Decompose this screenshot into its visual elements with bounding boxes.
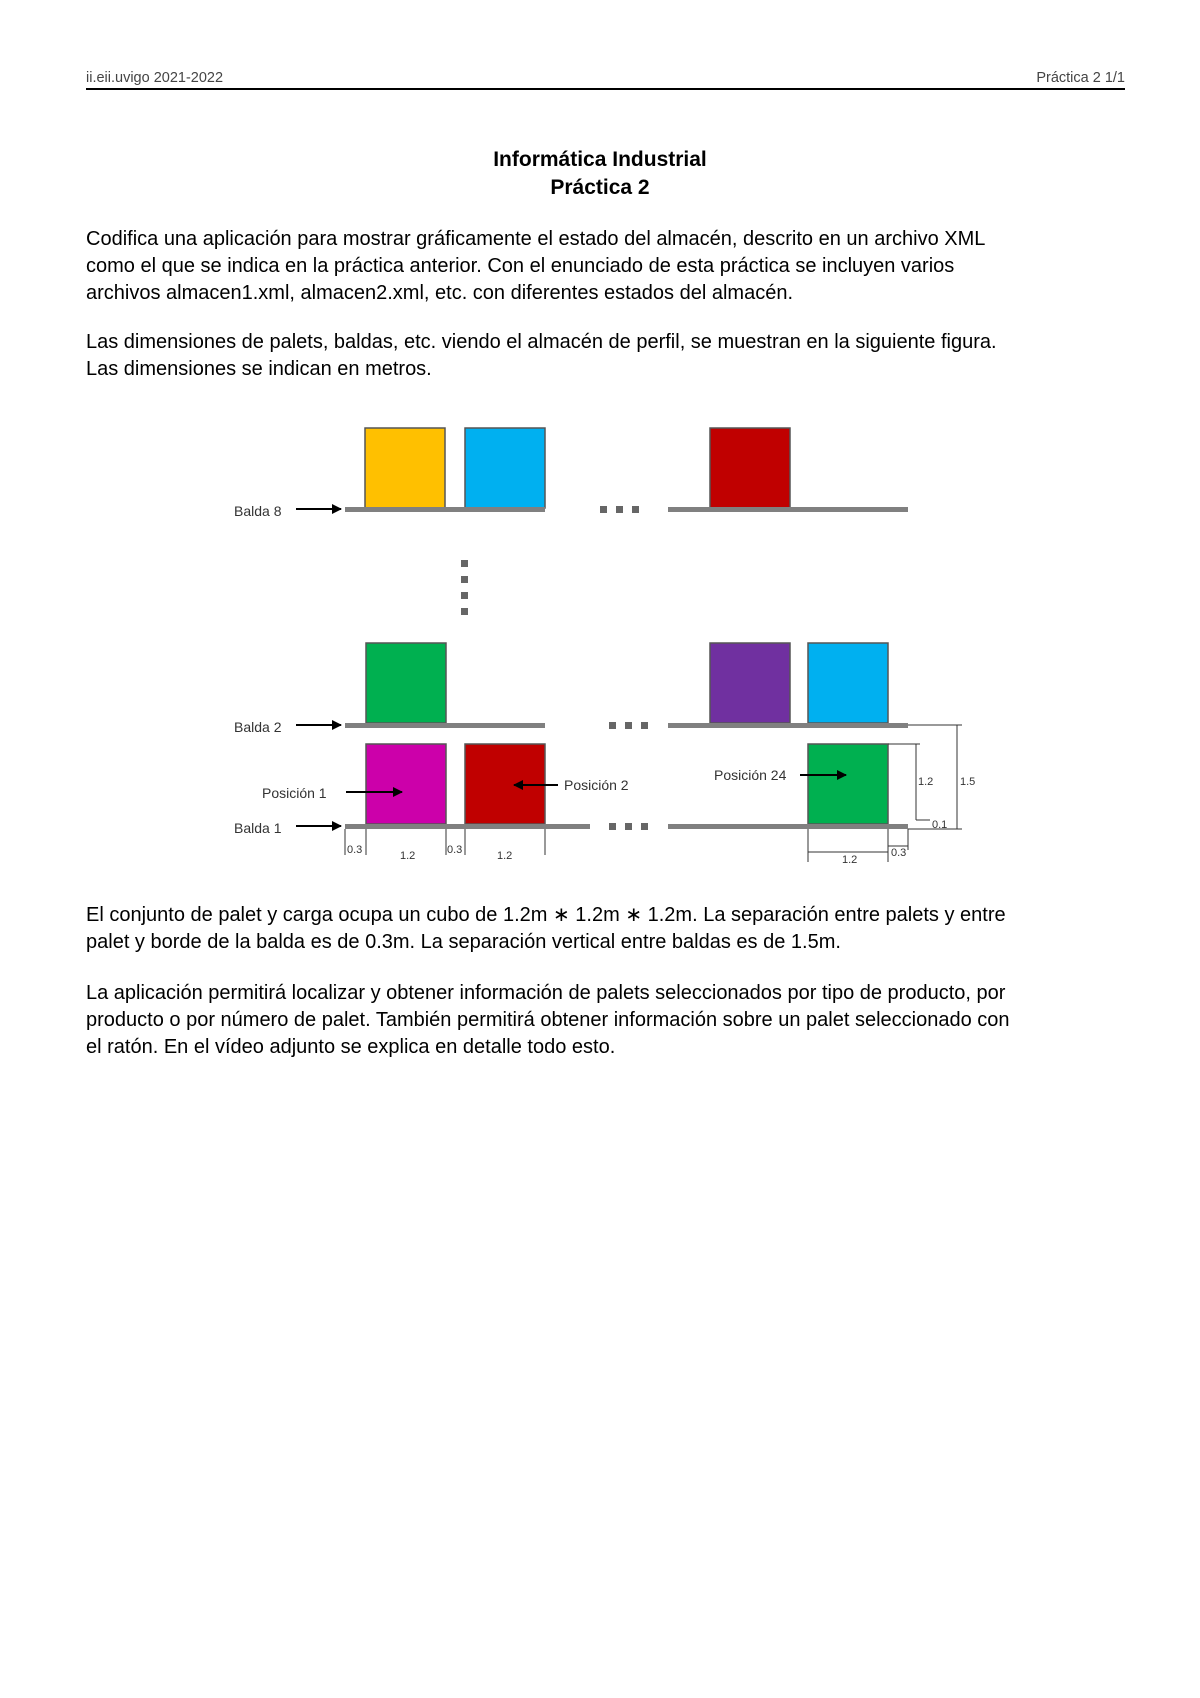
paragraph-application — [86, 980, 1131, 1061]
header-right-text: Práctica 2 1/1 — [1036, 70, 1125, 86]
paragraph-line: archivos almacen1.xml, almacen2.xml, etc. con diferentes estados del almacén. — [86, 282, 794, 304]
pallet-green-bottom — [808, 744, 888, 824]
pallet-cyan-mid — [808, 643, 888, 723]
paragraph-cube — [86, 902, 1131, 956]
label-balda2: Balda 2 — [234, 719, 282, 735]
shelf-balda8-left — [345, 507, 545, 512]
paragraph-line: palet y borde de la balda es de 0.3m. La separación vertical entre baldas es de 1.5m. — [86, 931, 841, 953]
shelf-balda8-right — [668, 507, 908, 512]
pallet-cyan-top — [465, 428, 545, 508]
ellipsis-dots-balda8 — [600, 506, 639, 513]
header-left-text: ii.eii.uvigo 2021-2022 — [86, 70, 224, 86]
paragraph-line: La aplicación permitirá localizar y obtener información de palets seleccionados por tipo de producto, por — [86, 982, 1006, 1004]
paragraph-line: el ratón. En el vídeo adjunto se explica en detalle todo esto. — [86, 1036, 616, 1058]
paragraph-line: como el que se indica en la práctica anterior. Con el enunciado de esta práctica se incluyen varios — [86, 255, 955, 277]
shelf-balda1-right — [668, 824, 908, 829]
paragraph-line: El conjunto de palet y carga ocupa un cubo de 1.2m ∗ 1.2m ∗ 1.2m. La separación entre palets y entre — [86, 904, 1006, 926]
label-balda1: Balda 1 — [234, 820, 282, 836]
label-posicion1: Posición 1 — [262, 785, 327, 801]
pallet-yellow-top — [365, 428, 445, 508]
pallet-magenta-bottom — [366, 744, 446, 824]
paragraph-line: Las dimensiones se indican en metros. — [86, 358, 432, 380]
document-title: Informática Industrial — [493, 148, 707, 171]
dim-pallet2-width: 1.2 — [497, 850, 513, 862]
dim-pallet1-width: 1.2 — [400, 850, 416, 862]
pallet-green-mid — [366, 643, 446, 723]
dim-gap-right: 0.3 — [891, 847, 907, 859]
pallet-purple-mid — [710, 643, 790, 723]
label-posicion2: Posición 2 — [564, 777, 629, 793]
dim-gap-mid: 0.3 — [447, 844, 463, 856]
shelf-balda2-right — [668, 723, 908, 728]
pallet-red-top — [710, 428, 790, 508]
shelf-balda1-left — [345, 824, 590, 829]
dim-pallet-height: 1.2 — [918, 776, 934, 788]
label-posicion24: Posición 24 — [714, 767, 787, 783]
ellipsis-dots-balda2 — [609, 722, 648, 729]
label-balda8: Balda 8 — [234, 503, 282, 519]
vertical-ellipsis-dots — [461, 560, 468, 615]
paragraph-line: Las dimensiones de palets, baldas, etc. viendo el almacén de perfil, se muestran en la siguiente figura. — [86, 331, 997, 353]
shelf-balda2-left — [345, 723, 545, 728]
dimension-lines-left — [345, 829, 545, 855]
dim-clearance: 0.1 — [932, 819, 948, 831]
dim-shelf-spacing: 1.5 — [960, 776, 976, 788]
dim-gap-left: 0.3 — [347, 844, 363, 856]
document-subtitle: Práctica 2 — [550, 176, 650, 199]
paragraph-line: producto o por número de palet. También permitirá obtener información sobre un palet seleccionado con — [86, 1009, 1010, 1031]
paragraph-line: Codifica una aplicación para mostrar gráficamente el estado del almacén, descrito en un archivo XML — [86, 228, 986, 250]
ellipsis-dots-balda1 — [609, 823, 648, 830]
dim-pallet24-width: 1.2 — [842, 854, 858, 866]
